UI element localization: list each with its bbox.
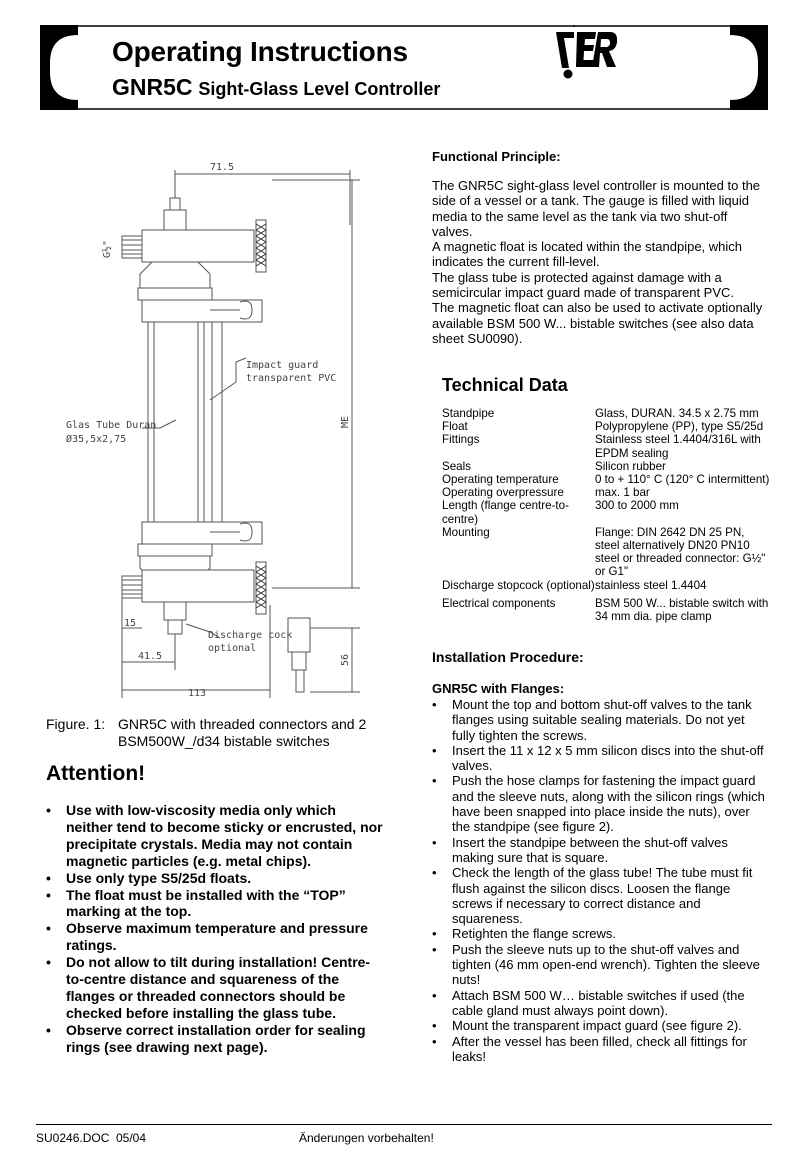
- svg-text:71.5: 71.5: [210, 162, 235, 173]
- footer-notice: Änderungen vorbehalten!: [299, 1131, 434, 1145]
- spec-value: BSM 500 W... bistable switch with 34 mm dia. pipe clamp: [595, 596, 769, 624]
- svg-text:G½": G½": [102, 239, 113, 258]
- spec-value: stainless steel 1.4404: [595, 578, 707, 592]
- spec-key: Seals: [442, 459, 472, 473]
- attention-item: • Observe correct installation order for sealing rings (see drawing next page).: [46, 1022, 386, 1056]
- spec-value: 300 to 2000 mm: [595, 499, 679, 513]
- paragraph: A magnetic float is located within the standpipe, which indicates the current fill-level.: [432, 239, 743, 270]
- spec-value: 0 to + 110° C (120° C intermittent): [595, 473, 770, 487]
- technical-data-table: [442, 407, 772, 623]
- table-row: [442, 460, 772, 473]
- attention-item: • Use only type S5/25d floats.: [46, 870, 386, 887]
- spec-key: Operating temperature: [442, 473, 559, 487]
- spec-key: Mounting: [442, 525, 490, 539]
- spec-key: Length (flange centre-to-centre): [442, 499, 569, 526]
- attention-heading: Attention!: [46, 762, 146, 785]
- figure-caption-line2: BSM500W_/d34 bistable switches: [118, 733, 330, 749]
- footer-date: 05/04: [116, 1131, 147, 1145]
- functional-principle-heading: Functional Principle:: [432, 149, 561, 164]
- svg-text:41.5: 41.5: [138, 651, 163, 662]
- attention-list: [46, 802, 386, 1056]
- paragraph: The glass tube is protected against damage with a semicircular impact guard made of transparent PVC.: [432, 269, 735, 301]
- table-row: [442, 526, 772, 579]
- list-item: • Mount the top and bottom shut-off valves to the tank flanges using suitable sealing materials. Do not yet fully tighten the screws.: [432, 697, 768, 743]
- spec-value: Polypropylene (PP), type S5/25d: [595, 420, 764, 434]
- svg-text:ME: ME: [340, 415, 351, 428]
- table-row: [442, 579, 772, 592]
- attention-item: • Do not allow to tilt during installation! Centre-to-centre distance and squareness of the flanges or threaded connectors should be checked before installing the glass tube.: [46, 954, 386, 1022]
- svg-text:113: 113: [188, 688, 207, 699]
- table-row: [442, 433, 772, 459]
- list-item: • After the vessel has been filled, check all fittings for leaks!: [432, 1034, 768, 1065]
- technical-drawing: [60, 150, 430, 705]
- svg-text:transparent PVC: transparent PVC: [246, 373, 337, 384]
- list-item: • Insert the 11 x 12 x 5 mm silicon discs into the shut-off valves.: [432, 743, 768, 774]
- table-row: [442, 407, 772, 420]
- paragraph: The GNR5C sight-glass level controller is mounted to the side of a vessel or a tank. The gauge is filled with liquid media to the same level as the tank via two shut-off valves.: [432, 178, 761, 239]
- table-row: [442, 499, 772, 525]
- spec-value: Flange: DIN 2642 DN 25 PN, steel alternatively DN20 PN10 steel or threaded connector: G½" or G1": [595, 525, 766, 579]
- list-item: • Push the sleeve nuts up to the shut-off valves and tighten (46 mm open-end wrench). Tighten the sleeve nuts!: [432, 942, 768, 988]
- spec-value: Stainless steel 1.4404/316L with EPDM sealing: [595, 433, 761, 460]
- table-row: [442, 597, 772, 623]
- installation-heading: Installation Procedure:: [432, 649, 584, 665]
- figure-label: Figure. 1:: [46, 716, 106, 732]
- model-name: GNR5C: [112, 74, 193, 100]
- svg-text:Discharge cock: Discharge cock: [208, 630, 293, 641]
- spec-key: Electrical components: [442, 596, 556, 610]
- svg-text:Impact guard: Impact guard: [246, 360, 319, 371]
- list-item: • Insert the standpipe between the shut-off valves making sure that is square.: [432, 835, 768, 866]
- attention-item: • Use with low-viscosity media only which neither tend to become sticky or encrusted, nor precipitate crystals. Media may not contain magnetic particles (e.g. metal chips).: [46, 802, 386, 870]
- svg-text:Ø35,5x2,75: Ø35,5x2,75: [66, 434, 127, 445]
- attention-item: • The float must be installed with the “TOP” marking at the top.: [46, 887, 386, 921]
- spec-key: Operating overpressure: [442, 486, 564, 500]
- list-item: • Attach BSM 500 W… bistable switches if used (the cable gland must always point down).: [432, 988, 768, 1019]
- technical-data-heading: Technical Data: [442, 375, 568, 395]
- vega-logo: [552, 24, 618, 82]
- functional-principle-text: [432, 178, 768, 346]
- document-subtitle: [112, 74, 440, 101]
- list-item: • Mount the transparent impact guard (see figure 2).: [432, 1018, 768, 1033]
- figure-caption: [46, 716, 386, 750]
- svg-text:Glas Tube Duran: Glas Tube Duran: [66, 420, 157, 431]
- table-row: [442, 420, 772, 433]
- footer-divider: [36, 1124, 772, 1125]
- svg-text:56: 56: [340, 653, 351, 666]
- table-row: [442, 486, 772, 499]
- list-item: • Push the hose clamps for fastening the impact guard and the sleeve nuts, along with the silicon rings (which have been snapped into place inside the nuts), over the standpipe (see figure 2).: [432, 773, 768, 834]
- spec-key: Standpipe: [442, 407, 495, 420]
- installation-subheading: GNR5C with Flanges:: [432, 681, 565, 696]
- attention-item: • Observe maximum temperature and pressure ratings.: [46, 920, 386, 954]
- table-row: [442, 473, 772, 486]
- svg-text:15: 15: [124, 618, 137, 629]
- spec-key: Fittings: [442, 433, 480, 447]
- spec-value: max. 1 bar: [595, 486, 650, 500]
- footer-doc-id: SU0246.DOC: [36, 1131, 110, 1145]
- document-title: Operating Instructions: [112, 36, 408, 67]
- product-name: Sight-Glass Level Controller: [198, 79, 441, 99]
- spec-key: Discharge stopcock (optional): [442, 578, 595, 592]
- installation-steps: [432, 697, 768, 1064]
- spec-value: Glass, DURAN. 34.5 x 2.75 mm: [595, 407, 759, 420]
- spec-key: Float: [442, 420, 468, 434]
- svg-text:optional: optional: [208, 643, 257, 654]
- figure-caption-line1: GNR5C with threaded connectors and 2: [118, 716, 367, 732]
- spec-value: Silicon rubber: [595, 459, 666, 473]
- paragraph: The magnetic float can also be used to activate optionally available BSM 500 W... bistable switches (see also data sheet SU0090).: [432, 300, 763, 346]
- list-item: • Check the length of the glass tube! The tube must fit flush against the silicon discs. Loosen the flange screws if necessary to correct distance and squareness.: [432, 865, 768, 926]
- list-item: • Retighten the flange screws.: [432, 926, 768, 941]
